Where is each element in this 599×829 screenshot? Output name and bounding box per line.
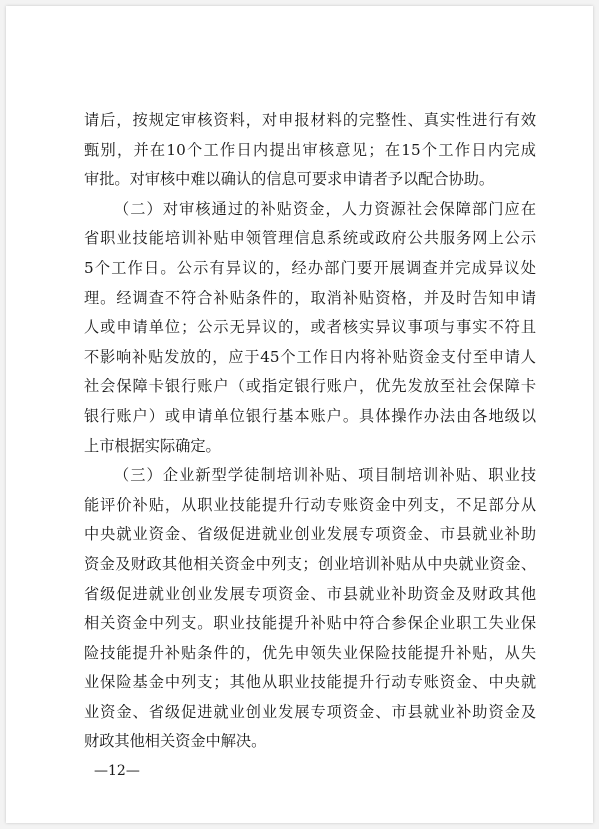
text-line: 甄别，并在10个工作日内提出审核意见；在15个工作日内完成 (84, 140, 536, 159)
text-line: 社会保障卡银行账户（或指定银行账户，优先发放至社会保障卡 (84, 377, 536, 396)
text-line: 不影响补贴发放的，应于45个工作日内将补贴资金支付至申请人 (84, 347, 536, 366)
text-line: 省级促进就业创业发展专项资金、市县就业补助资金及财政其他 (84, 584, 536, 603)
text-line: 上市根据实际确定。 (84, 436, 221, 455)
text-line: 省职业技能培训补贴申领管理信息系统或政府公共服务网上公示 (84, 229, 536, 248)
text-line: 5个工作日。公示有异议的，经办部门要开展调查并完成异议处 (84, 258, 536, 277)
paragraph-first-line: （二）对审核通过的补贴资金，人力资源社会保障部门应在 (114, 199, 536, 218)
page-number: —12— (94, 763, 140, 779)
text-line: 资金及财政其他相关资金中列支；创业培训补贴从中央就业资金、 (84, 554, 536, 573)
text-line: 能评价补贴，从职业技能提升行动专账资金中列支，不足部分从 (84, 495, 536, 514)
text-line: 业资金、省级促进就业创业发展专项资金、市县就业补助资金及 (84, 702, 536, 721)
text-line: 中央就业资金、省级促进就业创业发展专项资金、市县就业补助 (84, 525, 536, 544)
text-line: 相关资金中列支。职业技能提升补贴中符合参保企业职工失业保 (84, 614, 536, 633)
text-line: 银行账户）或申请单位银行基本账户。具体操作办法由各地级以 (84, 406, 536, 425)
text-line: 险技能提升补贴条件的，优先申领失业保险技能提升补贴，从失 (84, 643, 536, 662)
document-page (6, 6, 593, 823)
text-line: 业保险基金中列支；其他从职业技能提升行动专账资金、中央就 (84, 673, 536, 692)
text-line: 财政其他相关资金中解决。 (84, 732, 267, 751)
paragraph-first-line: （三）企业新型学徒制培训补贴、项目制培训补贴、职业技 (114, 466, 536, 485)
text-line: 理。经调查不符合补贴条件的，取消补贴资格，并及时告知申请 (84, 288, 536, 307)
text-line: 请后，按规定审核资料，对申报材料的完整性、真实性进行有效 (84, 111, 536, 129)
body-text (84, 106, 536, 757)
text-line: 审批。对审核中难以确认的信息可要求申请者予以配合协助。 (84, 170, 495, 189)
text-line: 人或申请单位；公示无异议的，或者核实异议事项与事实不符且 (84, 318, 536, 337)
